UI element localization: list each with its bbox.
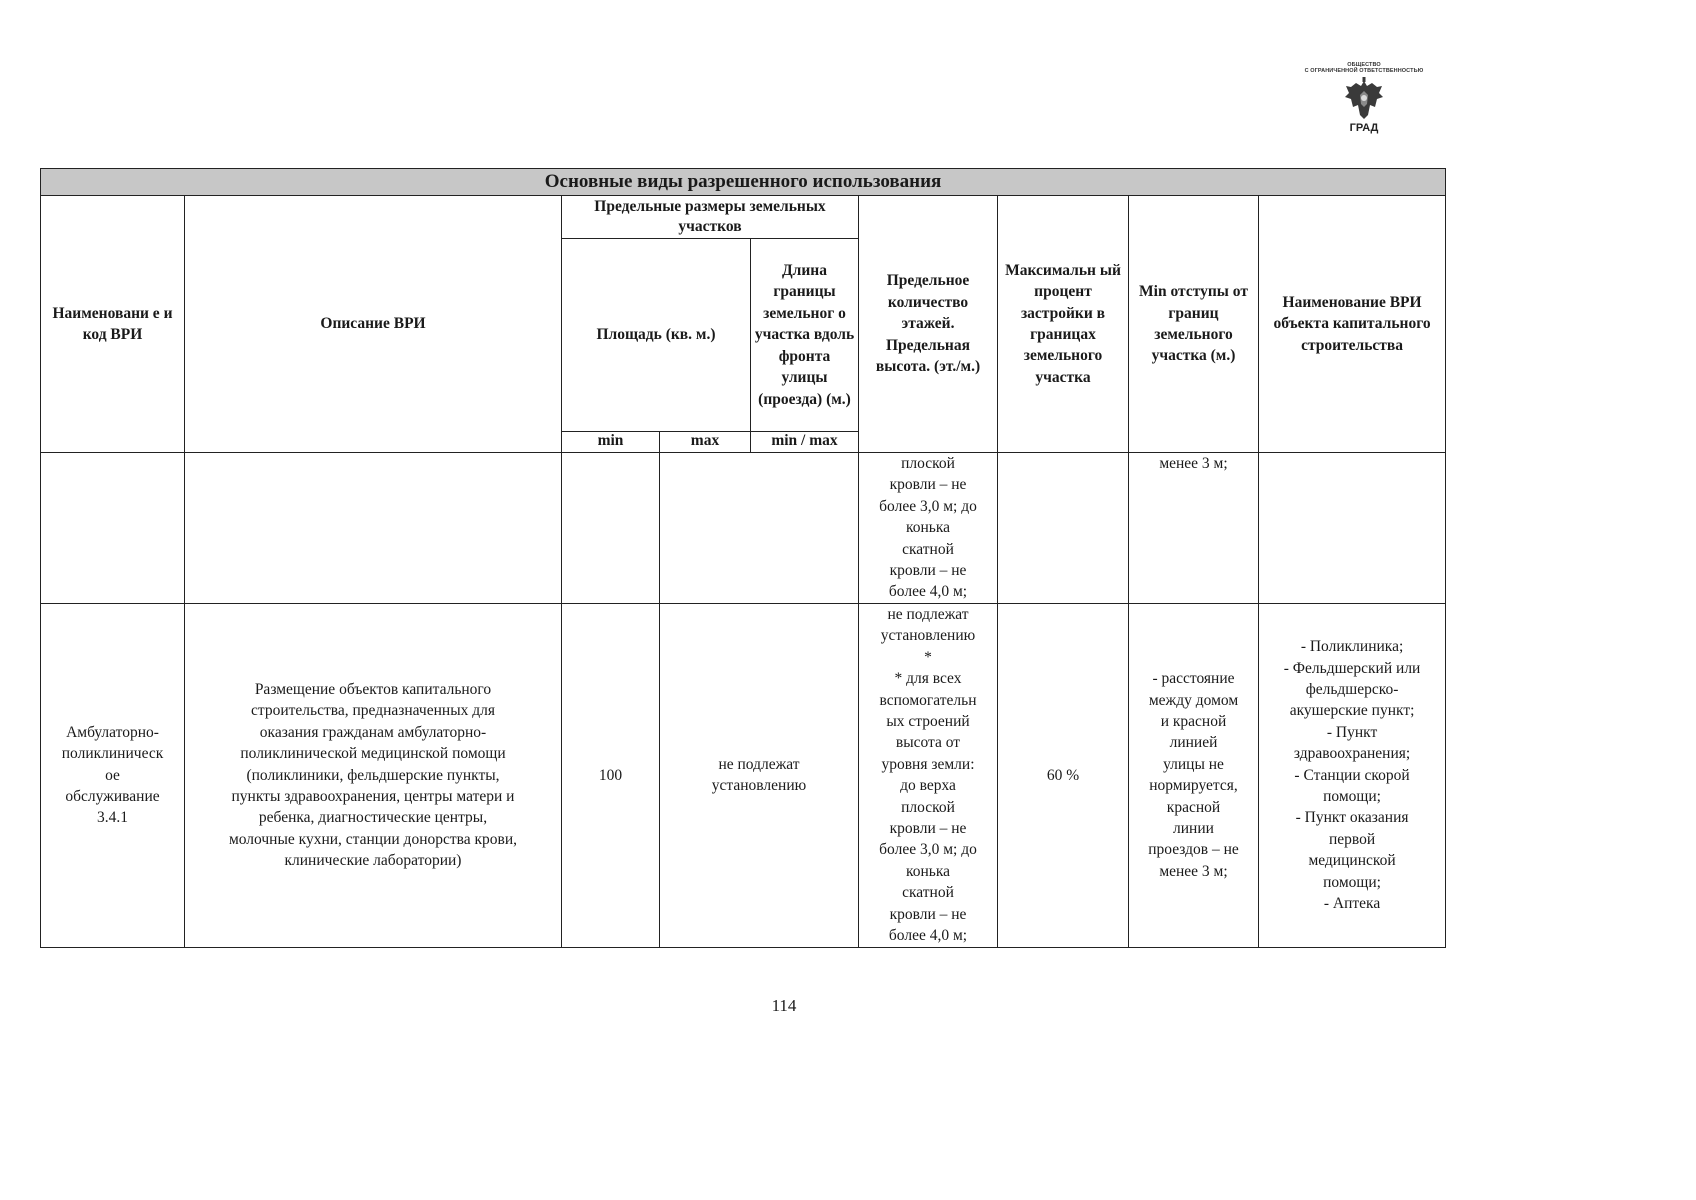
cell-max-percent [998, 453, 1129, 604]
vri-table [40, 168, 1446, 948]
header-min-max: min / max [751, 432, 859, 453]
double-headed-eagle-icon [1344, 77, 1384, 121]
logo-org-line2: С ОГРАНИЧЕННОЙ ОТВЕТСТВЕННОСТЬЮ [1304, 68, 1424, 74]
cell-area-max-frontage [660, 453, 859, 604]
header-frontage: Длина границы земельног о участка вдоль фронта улицы (проезда) (м.) [751, 239, 859, 432]
cell-description [185, 453, 562, 604]
header-setbacks: Min отступы от границ земельного участка (м.) [1129, 196, 1259, 453]
header-floors: Предельное количество этажей. Предельная высота. (эт./м.) [859, 196, 998, 453]
header-max: max [660, 432, 751, 453]
header-max-percent: Максимальн ый процент застройки в границах земельного участка [998, 196, 1129, 453]
header-plot-sizes: Предельные размеры земельных участков [562, 196, 859, 239]
cell-name-code: Амбулаторно- поликлиническ ое обслуживание 3.4.1 [41, 604, 185, 948]
header-description: Описание ВРИ [185, 196, 562, 453]
header-name-code: Наименовани е и код ВРИ [41, 196, 185, 453]
cell-object-name [1259, 453, 1446, 604]
table-row [41, 604, 1446, 948]
logo-name: ГРАД [1349, 122, 1379, 134]
header-object-name: Наименование ВРИ объекта капитального строительства [1259, 196, 1446, 453]
page-number: 114 [771, 996, 797, 1015]
cell-object-name: - Поликлиника; - Фельдшерский или фельдшерско- акушерские пункт; - Пункт здравоохранения; - Станции скорой помощи; - Пункт оказания первой медицинской помощи; - Аптека [1259, 604, 1446, 948]
cell-floors: плоской кровли – не более 3,0 м; до конька скатной кровли – не более 4,0 м; [859, 453, 998, 604]
cell-description: Размещение объектов капитального строительства, предназначенных для оказания гражданам амбулаторно- поликлинической медицинской помощи (поликлиники, фельдшерские пункты, пункты здравоохранения, центры матери и ребенка, диагностические центры, молочные кухни, станции донорства крови, клинические лаборатории) [185, 604, 562, 948]
table-row [41, 453, 1446, 604]
header-min: min [562, 432, 660, 453]
cell-area-min [562, 453, 660, 604]
logo-org-line1: ОБЩЕСТВО [1347, 62, 1381, 68]
cell-area-min: 100 [562, 604, 660, 948]
header-area: Площадь (кв. м.) [562, 239, 751, 432]
cell-area-max-frontage: не подлежат установлению [660, 604, 859, 948]
cell-setbacks: - расстояние между домом и красной линией улицы не нормируется, красной линии проездов – не менее 3 м; [1129, 604, 1259, 948]
table-title: Основные виды разрешенного использования [41, 169, 1446, 196]
cell-name-code [41, 453, 185, 604]
cell-floors: не подлежат установлению * * для всех вспомогательн ых строений высота от уровня земли: до верха плоской кровли – не более 3,0 м; до конька скатной кровли – не более 4,0 м; [859, 604, 998, 948]
company-logo [1284, 62, 1444, 142]
cell-max-percent: 60 % [998, 604, 1129, 948]
cell-setbacks: менее 3 м; [1129, 453, 1259, 604]
